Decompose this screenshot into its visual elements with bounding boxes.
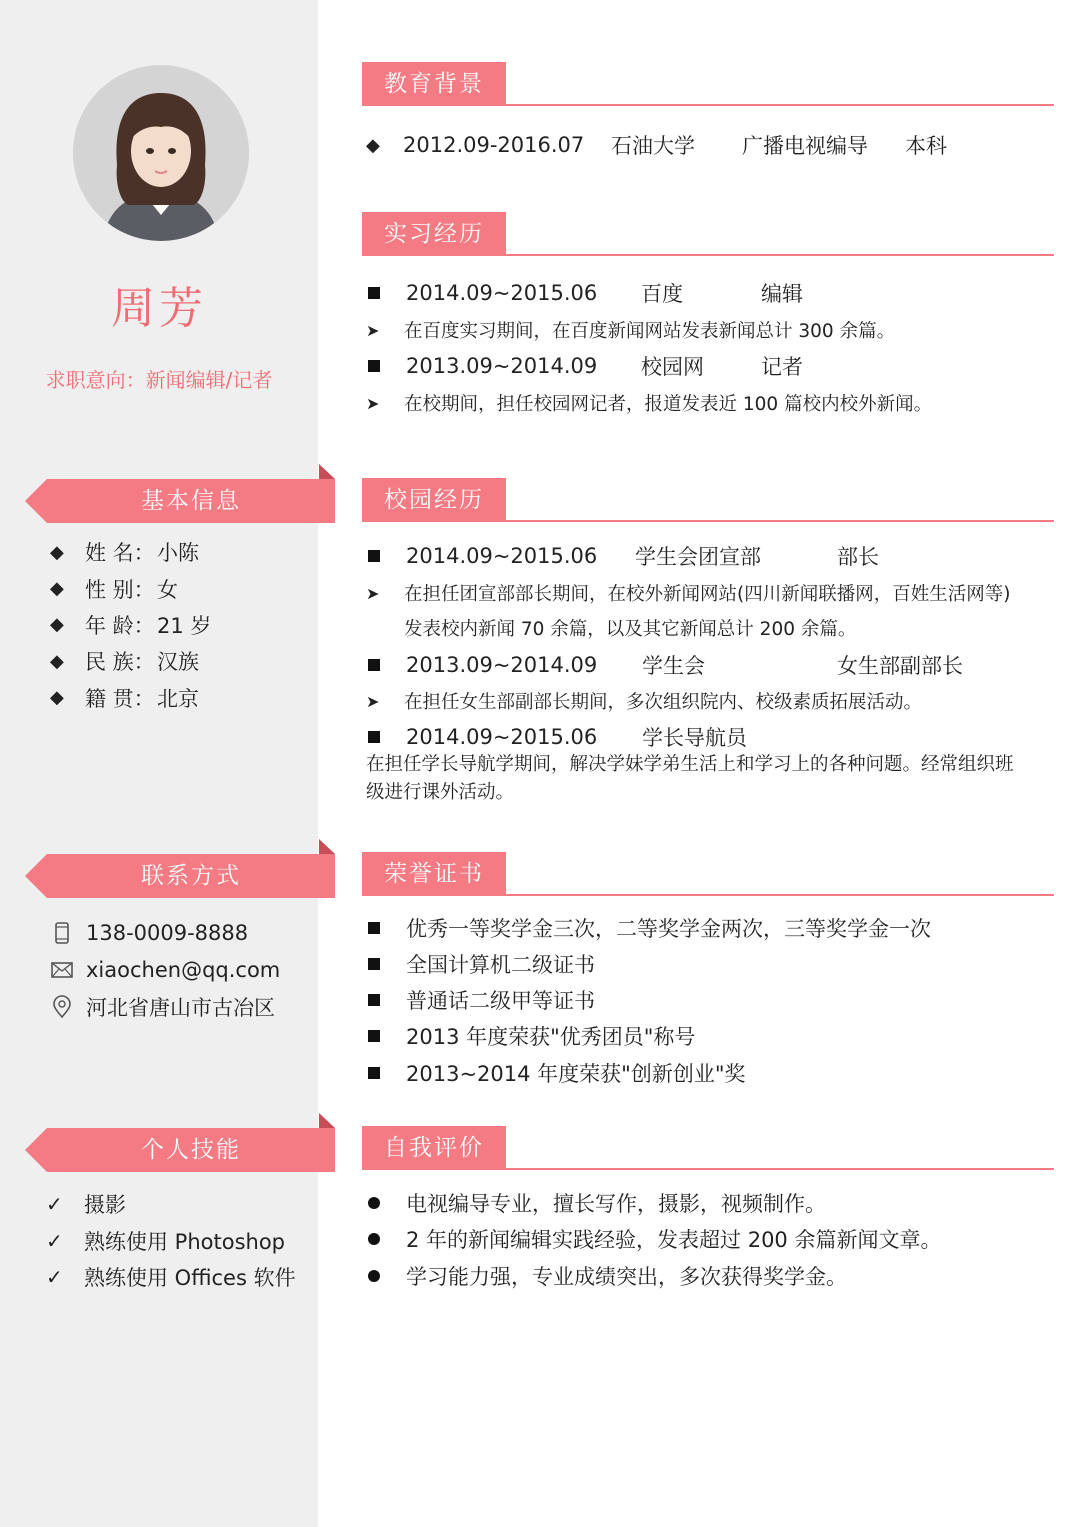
honors-title: 荣誉证书 — [362, 852, 506, 896]
diamond-bullet-icon: ◆ — [50, 650, 64, 672]
objective-value: 新闻编辑/记者 — [145, 368, 273, 392]
check-icon: ✓ — [46, 1228, 63, 1253]
skill-item: ✓ 摄影 — [46, 1192, 126, 1218]
mail-icon — [50, 958, 74, 982]
diamond-bullet-icon: ◆ — [50, 687, 64, 709]
self-eval-title: 自我评价 — [362, 1126, 506, 1170]
campus-entry: 2013.09~2014.09 学生会 女生部副部长 — [366, 650, 963, 680]
square-bullet-icon — [368, 659, 380, 671]
honor-item: 全国计算机二级证书 — [366, 949, 595, 979]
dot-bullet-icon — [368, 1233, 380, 1245]
campus-header — [362, 478, 1054, 522]
education-header — [362, 62, 1054, 106]
info-item: ◆ 籍 贯： 北京 — [50, 686, 199, 711]
internship-title: 实习经历 — [362, 212, 506, 256]
square-bullet-icon — [368, 1030, 380, 1042]
square-bullet-icon — [368, 922, 380, 934]
info-item: ◆ 姓 名： 小陈 — [50, 541, 199, 566]
info-item: ◆ 民 族： 汉族 — [50, 650, 199, 675]
campus-desc: ➤ 在担任女生部副部长期间，多次组织院内、校级素质拓展活动。 — [366, 691, 923, 713]
education-title: 教育背景 — [362, 62, 506, 106]
basic-info-ribbon — [25, 479, 335, 523]
square-bullet-icon — [368, 958, 380, 970]
dot-bullet-icon — [368, 1270, 380, 1282]
contact-phone: 138-0009-8888 — [50, 914, 280, 951]
campus-desc-cont: 发表校内新闻 70 余篇，以及其它新闻总计 200 余篇。 — [404, 619, 857, 640]
info-item: ◆ 年 龄： 21 岁 — [50, 613, 212, 638]
internship-desc: ➤ 在百度实习期间，在百度新闻网站发表新闻总计 300 余篇。 — [366, 320, 896, 342]
basic-info-list — [50, 534, 211, 716]
skills-list — [46, 1186, 296, 1296]
arrow-bullet-icon: ➤ — [366, 393, 380, 413]
skills-ribbon — [25, 1128, 335, 1172]
contact-email: xiaochen@qq.com — [50, 951, 280, 988]
avatar-photo — [73, 65, 249, 241]
avatar — [73, 65, 249, 241]
diamond-bullet-icon: ◆ — [366, 134, 380, 156]
diamond-bullet-icon: ◆ — [50, 614, 64, 636]
self-eval-header — [362, 1126, 1054, 1170]
self-eval-item: 2 年的新闻编辑实践经验，发表超过 200 余篇新闻文章。 — [366, 1224, 941, 1254]
objective-label: 求职意向： — [45, 368, 146, 392]
arrow-bullet-icon: ➤ — [366, 320, 380, 340]
contact-address: 河北省唐山市古冶区 — [50, 988, 280, 1025]
contact-ribbon — [25, 854, 335, 898]
check-icon: ✓ — [46, 1192, 63, 1217]
contact-list — [50, 914, 280, 1025]
honor-item: 普通话二级甲等证书 — [366, 985, 595, 1015]
phone-icon — [50, 921, 74, 945]
basic-info-title: 基本信息 — [141, 488, 241, 514]
diamond-bullet-icon: ◆ — [50, 541, 64, 563]
arrow-bullet-icon: ➤ — [366, 583, 380, 603]
self-eval-item: 电视编导专业，擅长写作，摄影，视频制作。 — [366, 1188, 826, 1218]
self-eval-item: 学习能力强，专业成绩突出，多次获得奖学金。 — [366, 1261, 847, 1291]
honor-item: 2013~2014 年度荣获"创新创业"奖 — [366, 1058, 745, 1088]
campus-entry: 2014.09~2015.06 学长导航员 — [366, 722, 747, 752]
arrow-bullet-icon: ➤ — [366, 691, 380, 711]
skills-title: 个人技能 — [141, 1137, 241, 1163]
honor-item: 优秀一等奖学金三次，二等奖学金两次，三等奖学金一次 — [366, 913, 931, 943]
campus-entry: 2014.09~2015.06 学生会团宣部 部长 — [366, 541, 879, 571]
internship-entry: 2013.09~2014.09 校园网 记者 — [366, 351, 803, 381]
diamond-bullet-icon: ◆ — [50, 578, 64, 600]
dot-bullet-icon — [368, 1197, 380, 1209]
internship-entry: 2014.09~2015.06 百度 编辑 — [366, 278, 803, 308]
campus-title: 校园经历 — [362, 478, 506, 522]
internship-desc: ➤ 在校期间，担任校园网记者，报道发表近 100 篇校内校外新闻。 — [366, 393, 933, 415]
location-pin-icon — [50, 995, 74, 1019]
square-bullet-icon — [368, 550, 380, 562]
candidate-name: 周芳 — [111, 283, 207, 334]
square-bullet-icon — [368, 1067, 380, 1079]
skill-item: ✓ 熟练使用 Photoshop — [46, 1228, 286, 1254]
square-bullet-icon — [368, 360, 380, 372]
contact-title: 联系方式 — [141, 863, 241, 889]
square-bullet-icon — [368, 287, 380, 299]
education-row: ◆ 2012.09-2016.07 石油大学 广播电视编导 本科 — [366, 133, 947, 158]
check-icon: ✓ — [46, 1265, 63, 1290]
skill-item: ✓ 熟练使用 Offices 软件 — [46, 1265, 296, 1291]
internship-header — [362, 212, 1054, 256]
info-item: ◆ 性 别： 女 — [50, 577, 178, 602]
campus-desc: ➤ 在担任团宣部部长期间，在校外新闻网站(四川新闻联播网，百姓生活网等) — [366, 583, 1011, 605]
square-bullet-icon — [368, 731, 380, 743]
campus-paragraph: 在担任学长导航学期间，解决学妹学弟生活上和学习上的各种问题。经常组织班 级进行课外活动。 — [366, 754, 1014, 803]
honors-header — [362, 852, 1054, 896]
square-bullet-icon — [368, 994, 380, 1006]
job-objective — [0, 364, 318, 393]
honor-item: 2013 年度荣获"优秀团员"称号 — [366, 1021, 695, 1051]
